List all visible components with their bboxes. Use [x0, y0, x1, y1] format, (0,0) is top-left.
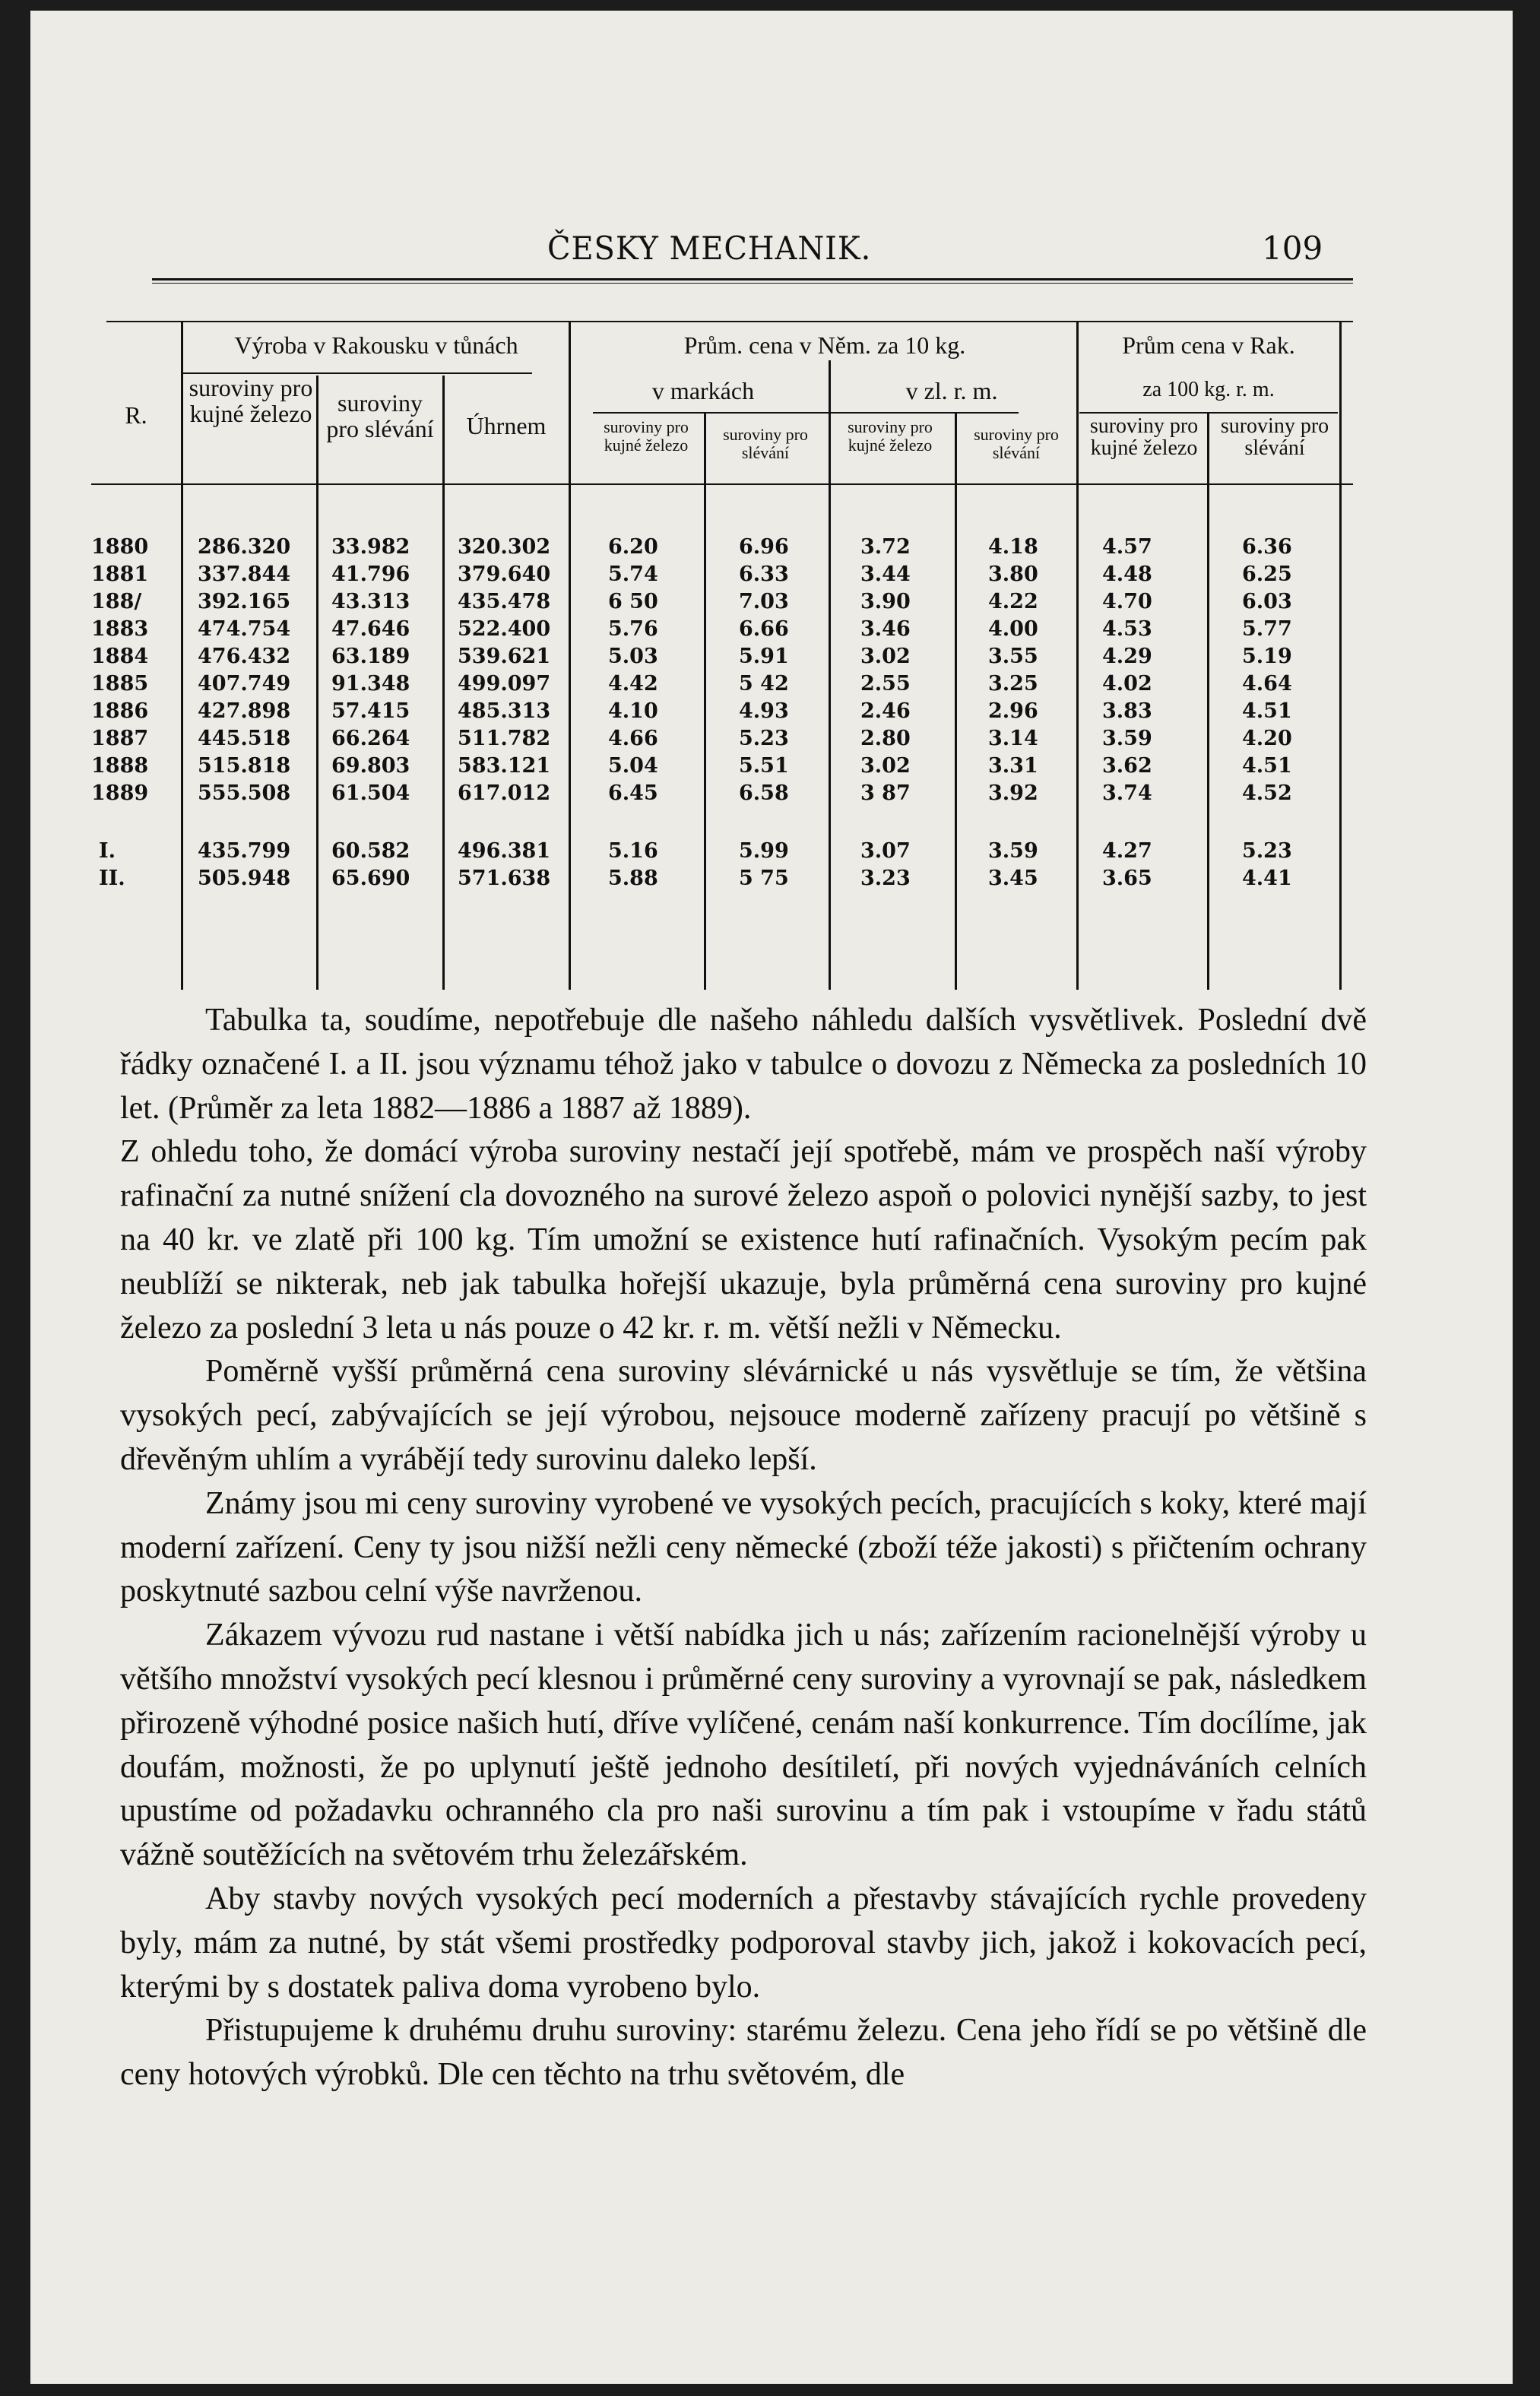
table-cell: 4.29: [1102, 645, 1152, 668]
table-cell: 3.92: [988, 781, 1038, 805]
col-header-de-mark-forge: suroviny pro kujné železo: [604, 417, 689, 455]
table-cell: 4.41: [1242, 867, 1292, 890]
col-rule: [442, 376, 445, 990]
col-rule: [1207, 414, 1209, 990]
table-cell: 337.844: [198, 563, 291, 586]
table-cell: 3.59: [1102, 727, 1152, 750]
table-cell: 499.097: [458, 672, 551, 696]
table-cell: 3.44: [860, 563, 911, 586]
table-cell: 5.03: [608, 645, 658, 668]
table-cell: 515.818: [198, 754, 291, 778]
col-header-at-foundry: suroviny pro slévání: [1220, 414, 1329, 461]
table-cell: 320.302: [458, 535, 551, 559]
col-header-pig-forge: suroviny pro kujné železo: [189, 374, 313, 427]
table-cell: 5.91: [739, 645, 789, 668]
table-cell: 3.65: [1102, 867, 1152, 890]
table-cell: 5.19: [1242, 645, 1292, 668]
table-cell: 511.782: [458, 727, 551, 750]
table-row-label: 1880: [91, 535, 149, 559]
running-title: ČESKY MECHANIK.: [547, 230, 872, 267]
book-page: [30, 11, 1513, 2384]
table-top-rule: [106, 321, 1353, 322]
table-cell: 2.55: [860, 672, 911, 696]
table-cell: 555.508: [198, 781, 291, 805]
table-cell: 4.51: [1242, 754, 1292, 778]
table-cell: 4.00: [988, 617, 1038, 641]
table-cell: 4.64: [1242, 672, 1292, 696]
table-cell: 6.45: [608, 781, 658, 805]
table-cell: 3.07: [860, 839, 911, 863]
table-cell: 43.313: [331, 590, 410, 613]
table-cell: 7.03: [739, 590, 789, 613]
table-cell: 3.14: [988, 727, 1038, 750]
table-cell: 61.504: [331, 781, 410, 805]
col-header-r: R.: [125, 401, 147, 429]
table-cell: 617.012: [458, 781, 551, 805]
table-cell: 66.264: [331, 727, 410, 750]
table-cell: 47.646: [331, 617, 410, 641]
table-cell: 4.70: [1102, 590, 1152, 613]
table-row-label: 1881: [91, 563, 149, 586]
table-cell: 485.313: [458, 699, 551, 723]
table-cell: 5.74: [608, 563, 658, 586]
table-row-label: 1885: [91, 672, 149, 696]
table-cell: 3.90: [860, 590, 911, 613]
table-cell: 3.46: [860, 617, 911, 641]
header-rule-thin: [152, 283, 1353, 284]
table-cell: 5.76: [608, 617, 658, 641]
col-header-de-zl-foundry: suroviny pro slévání: [974, 425, 1059, 463]
table-cell: 3.23: [860, 867, 911, 890]
table-cell: 4.51: [1242, 699, 1292, 723]
table-cell: 6.03: [1242, 590, 1292, 613]
col-header-total: Úhrnem: [466, 412, 547, 439]
table-cell: 505.948: [198, 867, 291, 890]
table-cell: 65.690: [331, 867, 410, 890]
table-cell: 4.27: [1102, 839, 1152, 863]
table-row-label: 188/: [91, 590, 142, 613]
table-cell: 2.46: [860, 699, 911, 723]
col-rule: [316, 376, 318, 990]
paragraph: Poměrně vyšší průměrná cena suroviny slévárnické u nás vysvětluje se tím, že většina vysokých pecí, zabývajících se její výrobou, nejsouce moderně zařízeny pracují po většině s dřevěným uhlím a vyrábějí tedy surovinu daleko lepší.: [120, 1354, 1367, 1477]
table-cell: 3.02: [860, 754, 911, 778]
table-cell: 4.18: [988, 535, 1038, 559]
table-cell: 496.381: [458, 839, 551, 863]
table-cell: 379.640: [458, 563, 551, 586]
table-cell: 4.66: [608, 727, 658, 750]
table-cell: 6.36: [1242, 535, 1292, 559]
subgroup-marks: v markách: [651, 377, 755, 404]
col-rule: [569, 321, 571, 990]
table-cell: 427.898: [198, 699, 291, 723]
table-cell: 5.23: [739, 727, 789, 750]
table-cell: 583.121: [458, 754, 551, 778]
table-cell: 2.80: [860, 727, 911, 750]
paragraph: Přistupujeme k druhému druhu suroviny: starému železu. Cena jeho řídí se po většině dle ceny hotových výrobků. Dle cen těchto na trhu světovém, dle: [120, 2013, 1367, 2093]
table-header-rule: [91, 483, 1353, 485]
table-cell: 91.348: [331, 672, 410, 696]
table-cell: 5 42: [739, 672, 789, 696]
table-cell: 5.88: [608, 867, 658, 890]
table-row-label: II.: [99, 867, 125, 890]
table-cell: 5.23: [1242, 839, 1292, 863]
table-row-label: 1884: [91, 645, 149, 668]
table-row-label: I.: [99, 839, 116, 863]
table-row-label: 1888: [91, 754, 149, 778]
table-cell: 6.25: [1242, 563, 1292, 586]
paragraph: Aby stavby nových vysokých pecí moderních a přestavby stávajících rychle provedeny byly, mám za nutné, by stát všemi prostředky podporoval stavby jich, jakož i kokovacích pecí, kterými by s dostatek paliva doma vyrobeno bylo.: [120, 1881, 1367, 2005]
table-row-label: 1883: [91, 617, 149, 641]
paragraph: Zákazem vývozu rud nastane i větší nabídka jich u nás; zařízením racionelnější výroby u většího množství vysokých pecí klesnou i průměrné ceny suroviny a vyrovnají se pak, následkem přirozeně výhodné posice našich hutí, dříve vylíčené, cenám naší konkurrence. Tím docílíme, jak doufám, možnosti, že po uplynutí ještě jednoho desítiletí, při nových vyjednáváních celních upustíme od požadavku ochranného cla pro naši surovinu a tím pak i vstoupíme v řadu států vážně soutěžících na světovém trhu železářském.: [120, 1618, 1367, 1873]
table-cell: 435.478: [458, 590, 551, 613]
table-cell: 63.189: [331, 645, 410, 668]
col-rule: [829, 360, 831, 990]
table-cell: 474.754: [198, 617, 291, 641]
table-cell: 3 87: [860, 781, 911, 805]
body-text: [120, 999, 1367, 2097]
table-cell: 3.62: [1102, 754, 1152, 778]
table-cell: 6.58: [739, 781, 789, 805]
paragraph: Známy jsou mi ceny suroviny vyrobené ve vysokých pecích, pracujících s koky, které mají moderní zařízení. Ceny ty jsou nižší nežli ceny německé (zboží téže jakosti) s přičtením ochrany poskytnuté sazbou celní výše navrženou.: [120, 1485, 1367, 1609]
page-number: 109: [1262, 230, 1323, 267]
table-cell: 407.749: [198, 672, 291, 696]
table-cell: 3.25: [988, 672, 1038, 696]
table-cell: 4.57: [1102, 535, 1152, 559]
table-cell: 5.51: [739, 754, 789, 778]
table-cell: 6.96: [739, 535, 789, 559]
group-header-production: Výroba v Rakousku v tůnách: [234, 331, 518, 359]
table-cell: 4.53: [1102, 617, 1152, 641]
col-header-pig-foundry: suroviny pro slévání: [326, 389, 434, 442]
table-cell: 3.55: [988, 645, 1038, 668]
table-cell: 3.31: [988, 754, 1038, 778]
subgroup-zl: v zl. r. m.: [905, 377, 998, 404]
col-rule: [1076, 321, 1079, 990]
table-row-label: 1886: [91, 699, 149, 723]
col-rule: [181, 321, 183, 990]
subgroup-at: za 100 kg. r. m.: [1142, 378, 1275, 401]
table-cell: 5 75: [739, 867, 789, 890]
group-header-price-at: Prům cena v Rak.: [1122, 331, 1295, 359]
table-cell: 3.83: [1102, 699, 1152, 723]
table-cell: 5.16: [608, 839, 658, 863]
table-cell: 3.74: [1102, 781, 1152, 805]
table-cell: 5.04: [608, 754, 658, 778]
col-header-at-forge: suroviny pro kujné železo: [1089, 414, 1199, 461]
col-rule: [955, 414, 957, 990]
production-price-table: [91, 315, 1353, 999]
table-row-label: 1889: [91, 781, 149, 805]
table-cell: 3.80: [988, 563, 1038, 586]
table-cell: 3.72: [860, 535, 911, 559]
paragraph: Tabulka ta, soudíme, nepotřebuje dle našeho náhledu dalších vysvětlivek. Poslední dvě řádky označené I. a II. jsou významu téhož jako v tabulce o dovozu z Německa za posledních 10 let. (Průměr za leta 1882—1886 a 1887 až 1889).: [120, 1003, 1367, 1126]
table-cell: 2.96: [988, 699, 1038, 723]
table-row-label: 1887: [91, 727, 149, 750]
table-cell: 539.621: [458, 645, 551, 668]
table-cell: 4.10: [608, 699, 658, 723]
table-cell: 392.165: [198, 590, 291, 613]
col-rule: [1339, 321, 1342, 990]
paragraph: Z ohledu toho, že domácí výroba suroviny nestačí její spotřebě, mám ve prospěch naší výroby rafinační za nutné snížení cla dovozného na surové železo aspoň o polovici nynější sazby, to jest na 40 kr. ve zlatě při 100 kg. Tím umožní se existence hutí rafinačních. Vysokým pecím pak neublíží se nikterak, neb jak tabulka hořejší ukazuje, byla průměrná cena suroviny pro kujné železo za poslední 3 leta u nás pouze o 42 kr. r. m. větší nežli v Německu.: [120, 1134, 1367, 1345]
table-cell: 435.799: [198, 839, 291, 863]
col-rule: [704, 414, 706, 990]
table-cell: 60.582: [331, 839, 410, 863]
table-cell: 4.02: [1102, 672, 1152, 696]
table-cell: 41.796: [331, 563, 410, 586]
table-cell: 4.20: [1242, 727, 1292, 750]
table-cell: 3.45: [988, 867, 1038, 890]
table-cell: 69.803: [331, 754, 410, 778]
table-cell: 445.518: [198, 727, 291, 750]
table-cell: 476.432: [198, 645, 291, 668]
table-cell: 3.02: [860, 645, 911, 668]
table-cell: 5.77: [1242, 617, 1292, 641]
col-header-de-mark-foundry: suroviny pro slévání: [723, 425, 808, 463]
table-cell: 286.320: [198, 535, 291, 559]
table-cell: 33.982: [331, 535, 410, 559]
table-cell: 4.22: [988, 590, 1038, 613]
table-cell: 571.638: [458, 867, 551, 890]
table-cell: 522.400: [458, 617, 551, 641]
col-header-de-zl-forge: suroviny pro kujné železo: [848, 417, 933, 455]
table-cell: 4.52: [1242, 781, 1292, 805]
table-cell: 6.66: [739, 617, 789, 641]
table-cell: 6 50: [608, 590, 658, 613]
table-cell: 57.415: [331, 699, 410, 723]
table-cell: 4.42: [608, 672, 658, 696]
table-cell: 3.59: [988, 839, 1038, 863]
table-cell: 6.20: [608, 535, 658, 559]
table-cell: 5.99: [739, 839, 789, 863]
table-cell: 4.93: [739, 699, 789, 723]
table-cell: 4.48: [1102, 563, 1152, 586]
table-cell: 6.33: [739, 563, 789, 586]
group-header-price-de: Prům. cena v Něm. za 10 kg.: [683, 331, 966, 359]
header-rule: [152, 278, 1353, 280]
